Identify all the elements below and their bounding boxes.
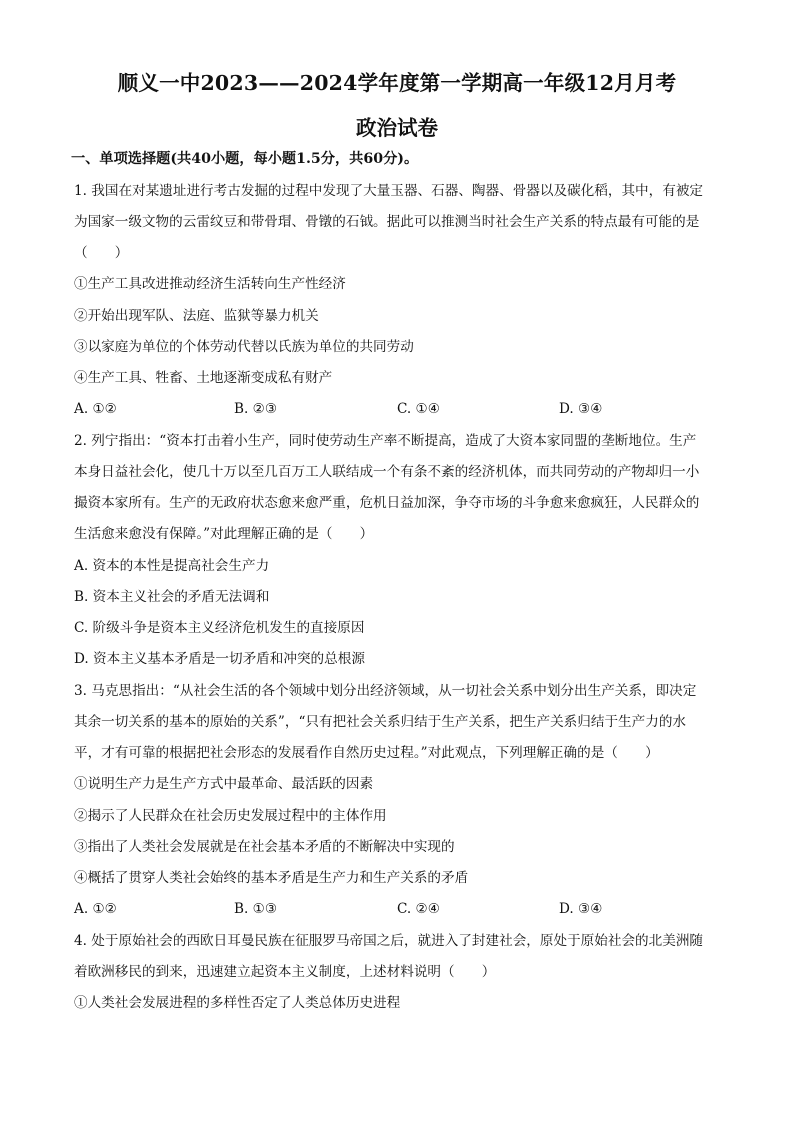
q3-choice-c: C. ②④ xyxy=(397,901,440,917)
exam-subtitle: 政治试卷 xyxy=(356,116,438,140)
q3-stem-line: 其余一切关系的基本的原始的关系”，“只有把社会关系归结于生产关系，把生产关系归结于生产力的水 xyxy=(74,714,687,730)
q1-statement: ③以家庭为单位的个体劳动代替以氏族为单位的共同劳动 xyxy=(74,339,414,355)
q2-option-c: C. 阶级斗争是资本主义经济危机发生的直接原因 xyxy=(74,620,365,636)
q2-option-b: B. 资本主义社会的矛盾无法调和 xyxy=(74,589,270,605)
section-heading: 一、单项选择题(共40小题，每小题1.5分，共60分)。 xyxy=(71,151,419,167)
q1-stem-line: 1. 我国在对某遗址进行考古发掘的过程中发现了大量玉器、石器、陶器、骨器以及碳化稻，其中，有被定 xyxy=(74,183,704,199)
q1-choice-b: B. ②③ xyxy=(234,401,278,417)
q1-stem-line: （ ） xyxy=(74,245,129,261)
q1-stem-line: 为国家一级文物的云雷纹豆和带骨瑁、骨镦的石钺。据此可以推测当时社会生产关系的特点最有可能的是 xyxy=(74,214,700,230)
q2-stem-line: 2. 列宁指出：“资本打击着小生产，同时使劳动生产率不断提高，造成了大资本家同盟的垄断地位。生产 xyxy=(74,433,697,449)
q2-option-d: D. 资本主义基本矛盾是一切矛盾和冲突的总根源 xyxy=(74,651,365,667)
q1-statement: ②开始出现军队、法庭、监狱等暴力机关 xyxy=(74,308,319,324)
exam-title: 顺义一中2023——2024学年度第一学期高一年级12月月考 xyxy=(117,71,677,95)
q2-stem-line: 生活愈来愈没有保障。”对此理解正确的是（ ） xyxy=(74,526,374,542)
q3-statement: ③指出了人类社会发展就是在社会基本矛盾的不断解决中实现的 xyxy=(74,839,455,855)
q4-stem-line: 着欧洲移民的到来，迅速建立起资本主义制度，上述材料说明（ ） xyxy=(74,964,496,980)
q1-statement: ①生产工具改进推动经济生活转向生产性经济 xyxy=(74,276,346,292)
q3-choice-a: A. ①② xyxy=(74,901,117,917)
q1-statement: ④生产工具、牲畜、土地逐渐变成私有财产 xyxy=(74,370,333,386)
q3-statement: ①说明生产力是生产方式中最革命、最活跃的因素 xyxy=(74,776,374,792)
q3-choice-b: B. ①③ xyxy=(234,901,278,917)
q1-choice-a: A. ①② xyxy=(74,401,117,417)
q2-option-a: A. 资本的本性是提高社会生产力 xyxy=(74,558,270,574)
q1-choice-c: C. ①④ xyxy=(397,401,440,417)
q3-statement: ②揭示了人民群众在社会历史发展过程中的主体作用 xyxy=(74,808,387,824)
q4-stem-line: 4. 处于原始社会的西欧日耳曼民族在征服罗马帝国之后，就进入了封建社会，原处于原始社会的北美洲随 xyxy=(74,933,704,949)
q3-statement: ④概括了贯穿人类社会始终的基本矛盾是生产力和生产关系的矛盾 xyxy=(74,870,469,886)
q2-stem-line: 撮资本家所有。生产的无政府状态愈来愈严重，危机日益加深，争夺市场的斗争愈来愈疯狂，人民群众的 xyxy=(74,495,700,511)
q3-choice-d: D. ③④ xyxy=(559,901,603,917)
q4-statement: ①人类社会发展进程的多样性否定了人类总体历史进程 xyxy=(74,995,401,1011)
q3-stem-line: 平，才有可靠的根据把社会形态的发展看作自然历史过程。”对此观点，下列理解正确的是（ ） xyxy=(74,745,659,761)
q3-stem-line: 3. 马克思指出：“从社会生活的各个领域中划分出经济领域，从一切社会关系中划分出生产关系，即决定 xyxy=(74,683,697,699)
q1-choice-d: D. ③④ xyxy=(559,401,603,417)
q2-stem-line: 本身日益社会化，使几十万以至几百万工人联结成一个有条不紊的经济机体，而共同劳动的产物却归一小 xyxy=(74,464,700,480)
